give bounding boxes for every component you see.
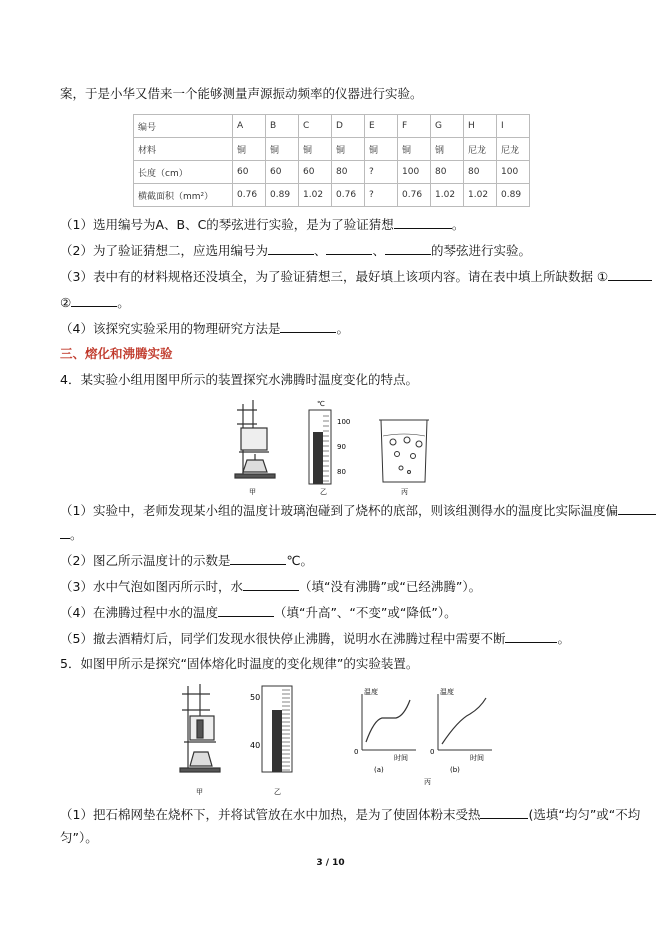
table-cell: 铜 <box>299 138 332 161</box>
table-cell: 80 <box>464 161 497 184</box>
p4-s5-line: （5）撤去酒精灯后，同学们发现水很快停止沸腾，说明水在沸腾过程中需要不断 。 <box>60 631 570 646</box>
table-cell: 0.76 <box>398 184 431 207</box>
row-header: 长度（cm） <box>134 161 233 184</box>
table-cell: 80 <box>332 161 365 184</box>
fig-label: 乙 <box>274 788 281 796</box>
table-cell: 铜 <box>266 138 299 161</box>
stand-apparatus-figure <box>235 400 275 478</box>
answer-blank[interactable] <box>480 806 528 819</box>
row-header: 编号 <box>134 115 233 138</box>
spec-table <box>133 114 530 207</box>
answer-blank[interactable] <box>268 242 314 255</box>
table-cell: 1.02 <box>464 184 497 207</box>
graph-y-label: 温度 <box>364 688 378 696</box>
thermo-unit: ℃ <box>317 400 325 408</box>
table-row <box>134 184 530 207</box>
table-cell: E <box>365 115 398 138</box>
graph-origin: 0 <box>430 748 435 756</box>
table-cell: F <box>398 115 431 138</box>
table-cell: I <box>497 115 530 138</box>
table-row <box>134 115 530 138</box>
table-cell: 铜 <box>365 138 398 161</box>
section-heading: 三、熔化和沸腾实验 <box>60 346 173 361</box>
table-cell: ? <box>365 161 398 184</box>
table-cell: D <box>332 115 365 138</box>
tick-label: 50 <box>250 693 261 702</box>
beaker-figure <box>379 420 429 482</box>
table-cell: H <box>464 115 497 138</box>
answer-blank[interactable] <box>60 526 70 539</box>
p4-s1-line: （1）实验中，老师发现某小组的温度计玻璃泡碰到了烧杯的底部，则该组测得水的温度比实际温度偏 <box>60 502 656 519</box>
table-cell: G <box>431 115 464 138</box>
tick-label: 90 <box>337 443 346 451</box>
stand-apparatus-figure <box>180 684 220 772</box>
tick-label: 100 <box>337 418 351 426</box>
table-cell: 100 <box>398 161 431 184</box>
answer-blank[interactable] <box>326 242 372 255</box>
graph-tag: (b) <box>450 766 460 774</box>
graph-origin: 0 <box>354 748 359 756</box>
fig-label: 甲 <box>196 788 203 796</box>
table-cell: 0.89 <box>497 184 530 207</box>
table-cell: 60 <box>299 161 332 184</box>
q3-line: （3）表中有的材料规格还没填全，为了验证猜想三，最好填上该项内容。请在表中填上所缺数据 ① <box>60 268 652 285</box>
table-cell: 0.89 <box>266 184 299 207</box>
row-header: 材料 <box>134 138 233 161</box>
problem4-stem: 4．某实验小组用图甲所示的装置探究水沸腾时温度变化的特点。 <box>60 372 418 387</box>
table-cell: 1.02 <box>299 184 332 207</box>
table-cell: 铜 <box>332 138 365 161</box>
q4-line: （4）该探究实验采用的物理研究方法是 。 <box>60 321 349 336</box>
p5-s1-cont: 匀”）。 <box>60 830 98 845</box>
fig-label: 丙 <box>401 488 408 496</box>
q2-line: （2）为了验证猜想二，应选用编号为 、 、 的琴弦进行实验。 <box>60 243 532 258</box>
table-cell: 0.76 <box>233 184 266 207</box>
table-cell: 铜 <box>398 138 431 161</box>
table-row <box>134 138 530 161</box>
table-cell: 0.76 <box>332 184 365 207</box>
q1-line: （1）选用编号为A、B、C的琴弦进行实验，是为了验证猜想 。 <box>60 217 465 232</box>
answer-blank[interactable] <box>394 216 452 229</box>
table-cell: 60 <box>233 161 266 184</box>
table-cell: C <box>299 115 332 138</box>
table-cell: 80 <box>431 161 464 184</box>
thermometer-figure <box>309 400 350 484</box>
p4-s2-line: （2）图乙所示温度计的示数是 ℃。 <box>60 553 314 568</box>
graph-tag: (a) <box>374 766 384 774</box>
table-cell: 铜 <box>233 138 266 161</box>
intro-text: 案，于是小华又借来一个能够测量声源振动频率的仪器进行实验。 <box>60 86 423 101</box>
answer-blank[interactable] <box>618 502 656 515</box>
row-header: 横截面积（mm²） <box>134 184 233 207</box>
answer-blank[interactable] <box>608 268 652 281</box>
table-cell: 尼龙 <box>464 138 497 161</box>
table-cell: 钢 <box>431 138 464 161</box>
answer-blank[interactable] <box>71 294 117 307</box>
problem5-stem: 5．如图甲所示是探究“固体熔化时温度的变化规律”的实验装置。 <box>60 656 419 671</box>
table-cell: B <box>266 115 299 138</box>
graph-x-label: 时间 <box>394 754 408 762</box>
fig-label: 甲 <box>249 488 256 496</box>
fig-label: 丙 <box>424 778 431 786</box>
boiling-figures <box>225 396 445 498</box>
p5-s1-line: （1）把石棉网垫在烧杯下，并将试管放在水中加热，是为了使固体粉末受热 (选填“均匀”或“不均 <box>60 807 641 822</box>
p4-s3-line: （3）水中气泡如图丙所示时，水 （填“没有沸腾”或“已经沸腾”）。 <box>60 579 482 594</box>
melting-figures <box>170 680 510 798</box>
p4-s1-cont: 。 <box>60 526 83 543</box>
p4-s4-line: （4）在沸腾过程中水的温度 （填“升高”、“不变”或“降低”）。 <box>60 605 457 620</box>
answer-blank[interactable] <box>505 630 557 643</box>
fig-label: 乙 <box>320 488 327 496</box>
table-cell: ? <box>365 184 398 207</box>
answer-blank[interactable] <box>280 320 336 333</box>
answer-blank[interactable] <box>243 578 299 591</box>
tick-label: 80 <box>337 468 346 476</box>
temperature-time-graph-a <box>362 694 416 750</box>
answer-blank[interactable] <box>385 242 431 255</box>
table-cell: 尼龙 <box>497 138 530 161</box>
page-number: 3 / 10 <box>316 858 345 868</box>
graph-y-label: 温度 <box>440 688 454 696</box>
table-row <box>134 161 530 184</box>
table-cell: 60 <box>266 161 299 184</box>
temperature-time-graph-b <box>438 694 492 750</box>
answer-blank[interactable] <box>218 604 274 617</box>
thermometer-figure <box>250 686 292 772</box>
q3b-line: ② 。 <box>60 295 130 310</box>
table-cell: 100 <box>497 161 530 184</box>
table-cell: A <box>233 115 266 138</box>
tick-label: 40 <box>250 741 261 750</box>
answer-blank[interactable] <box>230 552 286 565</box>
graph-x-label: 时间 <box>470 754 484 762</box>
table-cell: 1.02 <box>431 184 464 207</box>
